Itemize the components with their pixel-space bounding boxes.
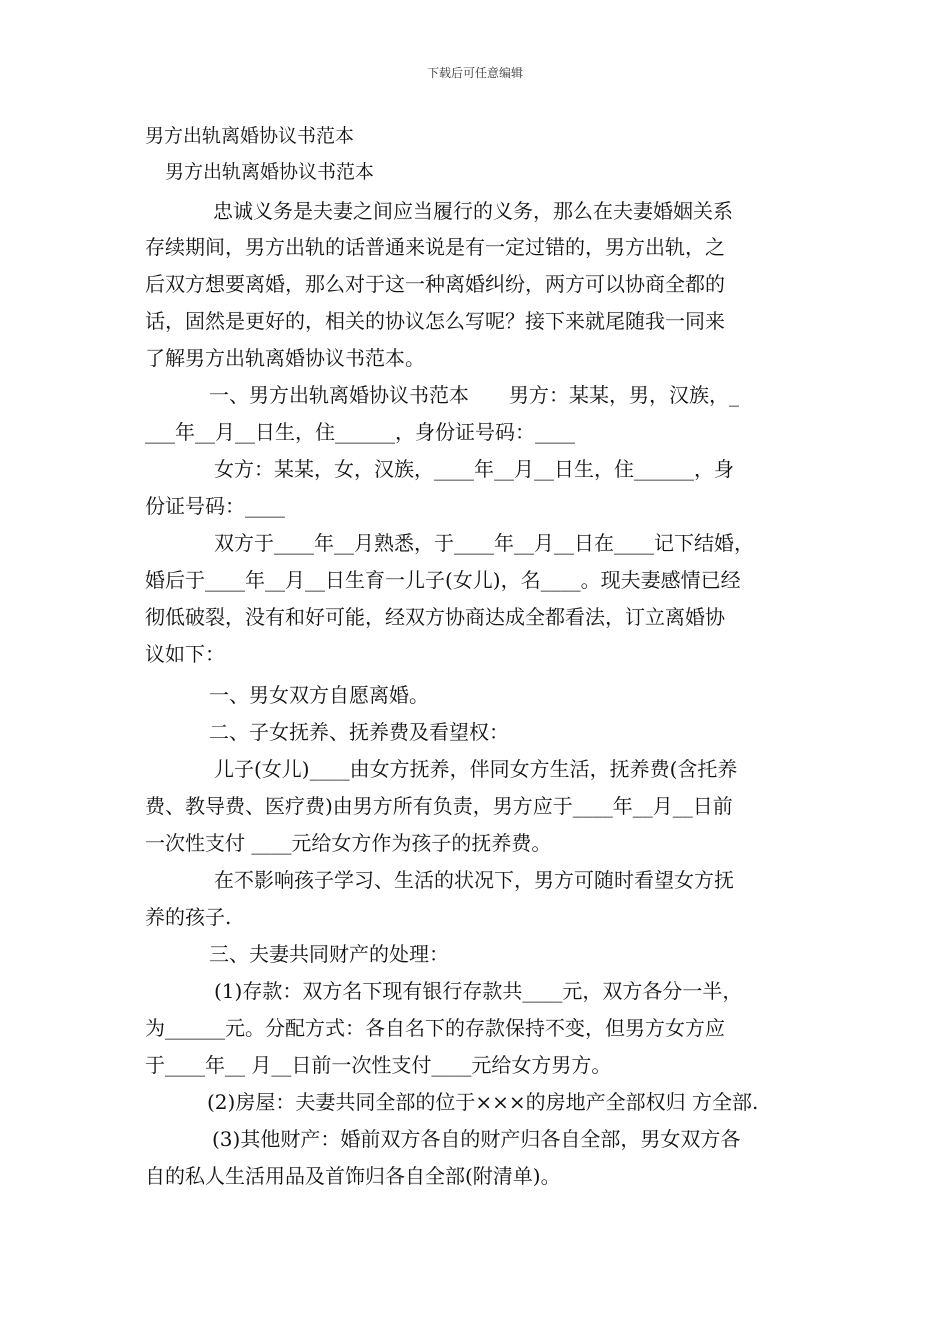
document-title: 男方出轨离婚协议书范本 <box>145 125 355 147</box>
paragraph-line: 在不影响孩子学习、生活的状况下，男方可随时看望女方抚 <box>214 868 734 892</box>
paragraph-line: 议如下： <box>145 642 225 666</box>
paragraph-line: 养的孩子. <box>145 905 232 929</box>
paragraph-line: 后双方想要离婚，那么对于这一种离婚纠纷，两方可以协商全都的 <box>145 272 725 296</box>
paragraph-line: 份证号码：____ <box>145 494 285 518</box>
paragraph-line: (3)其他财产：婚前双方各自的财产归各自全部，男女双方各 <box>212 1127 741 1151</box>
paragraph-line: 双方于____年__月熟悉，于____年__月__日在____记下结婚， <box>214 531 754 555</box>
paragraph-line: 存续期间，男方出轨的话普通来说是有一定过错的，男方出轨，之 <box>145 235 725 259</box>
paragraph-line: 女方：某某，女，汉族，____年__月__日生，住______，身 <box>214 457 734 481</box>
document-subtitle: 男方出轨离婚协议书范本 <box>165 161 375 183</box>
paragraph-line: 彻低破裂，没有和好可能，经双方协商达成全都看法，订立离婚协 <box>145 605 725 629</box>
page-header: 下载后可任意编辑 <box>426 66 523 80</box>
paragraph-line: 忠诚义务是夫妻之间应当履行的义务，那么在夫妻婚姻关系 <box>213 199 733 223</box>
paragraph-line: ___年__月__日生，住______，身份证号码：____ <box>145 420 575 444</box>
paragraph-line: (1)存款：双方名下现有银行存款共____元，双方各分一半， <box>214 979 743 1003</box>
paragraph-line: 于____年__ 月__日前一次性支付____元给女方男方。 <box>145 1053 612 1077</box>
section-heading: 一、男女双方自愿离婚。 <box>209 683 429 707</box>
paragraph-line: (2)房屋：夫妻共同全部的位于×××的房地产全部权归 方全部. <box>207 1090 759 1114</box>
paragraph-line: 费、教导费、医疗费)由男方所有负责，男方应于____年__月__日前 <box>145 794 733 818</box>
paragraph-line: 为______元。分配方式：各自名下的存款保持不变，但男方女方应 <box>145 1016 725 1040</box>
paragraph-line: 一、男方出轨离婚协议书范本 男方：某某，男，汉族，_ <box>209 383 739 407</box>
section-heading: 二、子女抚养、抚养费及看望权： <box>209 720 509 744</box>
section-heading: 三、夫妻共同财产的处理： <box>209 942 449 966</box>
paragraph-line: 自的私人生活用品及首饰归各自全部(附清单)。 <box>145 1164 561 1188</box>
paragraph-line: 儿子(女儿)____由女方抚养，伴同女方生活，抚养费(含托养 <box>214 757 738 781</box>
paragraph-line: 一次性支付 ____元给女方作为孩子的抚养费。 <box>145 831 552 855</box>
paragraph-line: 婚后于____年__月__日生育一儿子(女儿)，名____。现夫妻感情已经 <box>145 568 741 592</box>
paragraph-line: 了解男方出轨离婚协议书范本。 <box>145 346 425 370</box>
paragraph-line: 话，固然是更好的，相关的协议怎么写呢？接下来就尾随我一同来 <box>145 309 725 333</box>
